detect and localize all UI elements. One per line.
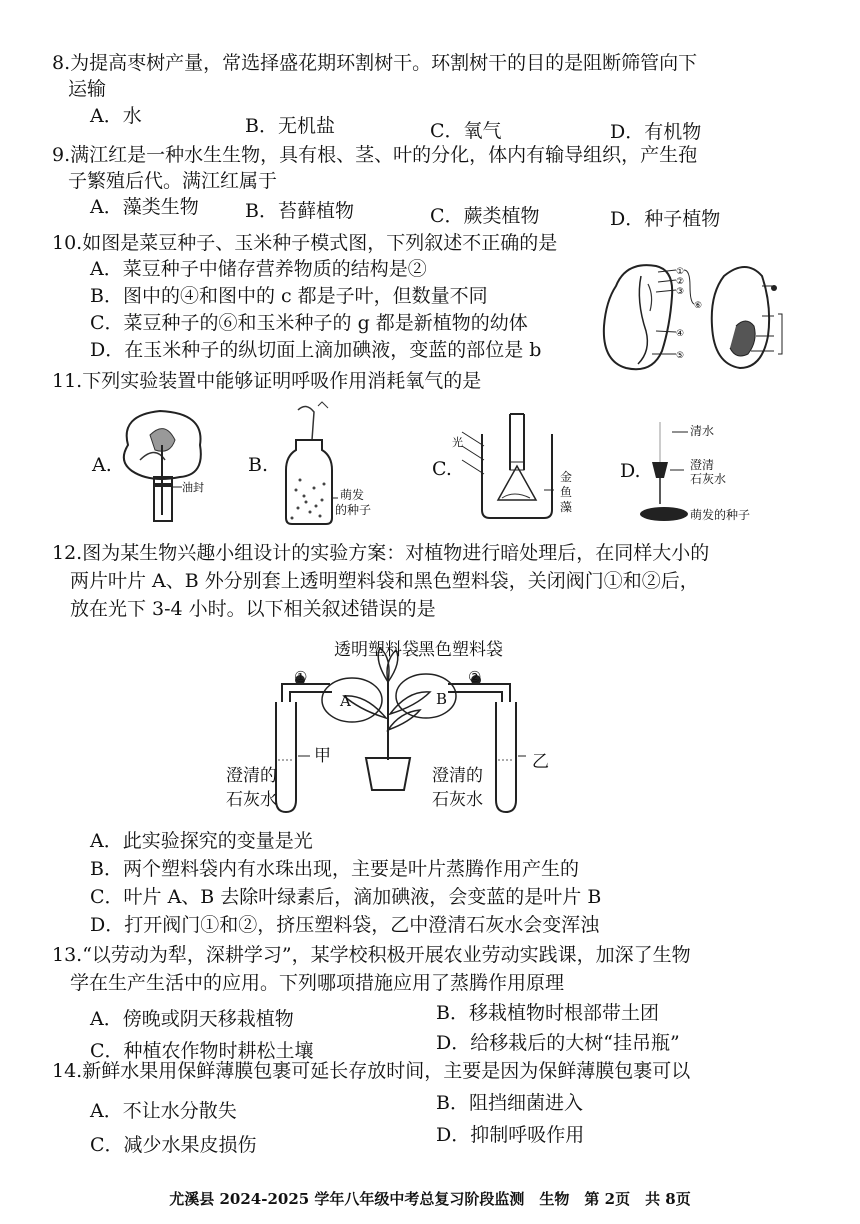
q12-tube-yi: 乙 (532, 752, 549, 772)
q13-option-d: D．给移栽后的大树“挂吊瓶” (436, 1032, 680, 1054)
q11-c-label-1: 金 (560, 470, 573, 484)
q12-option-c: C．叶片 A、B 去除叶绿素后，滴加碘液，会变蓝的是叶片 B (90, 886, 602, 908)
q14-option-b: B．阻挡细菌进入 (436, 1092, 583, 1114)
q13-stem-line2: 学在生产生活中的应用。下列哪项措施应用了蒸腾作用原理 (70, 972, 565, 994)
q13-stem-line1: 13.“以劳动为犁，深耕学习”，某学校积极开展农业劳动实践课，加深了生物 (52, 944, 691, 966)
q9-stem-line2: 子繁殖后代。满江红属于 (68, 170, 278, 192)
q10-option-a: A．菜豆种子中储存营养物质的结构是② (90, 258, 427, 280)
seed-label-6: ⑥ (694, 301, 703, 311)
q11-apparatus-c (448, 410, 568, 525)
q11-option-c: C. (432, 458, 452, 480)
q12-lime-left-2: 石灰水 (226, 790, 277, 810)
q11-d-water: 清水 (690, 424, 715, 438)
q12-label-black-bag: 黑色塑料袋 (418, 640, 503, 660)
q14-stem: 14.新鲜水果用保鲜薄膜包裹可延长存放时间，主要是因为保鲜薄膜包裹可以 (52, 1060, 691, 1082)
q11-a-label: 油封 (182, 481, 204, 494)
q9-option-b: B．苔藓植物 (245, 200, 354, 222)
q11-c-light: 光 (452, 436, 463, 449)
page-footer: 尤溪县 2024-2025 学年八年级中考总复习阶段监测 生物 第 2页 共 8页 (169, 1190, 691, 1208)
q11-apparatus-a (110, 405, 220, 530)
q12-option-b: B．两个塑料袋内有水珠出现，主要是叶片蒸腾作用产生的 (90, 858, 579, 880)
q9-option-c: C．蕨类植物 (430, 205, 540, 227)
q11-option-a: A. (92, 454, 112, 476)
q10-option-c: C．菜豆种子的⑥和玉米种子的 g 都是新植物的幼体 (90, 312, 528, 334)
q12-option-d: D．打开阀门①和②，挤压塑料袋，乙中澄清石灰水会变浑浊 (90, 914, 600, 936)
q11-d-lime-2: 石灰水 (690, 472, 727, 486)
q11-d-lime-1: 澄清 (690, 458, 715, 472)
q8-stem-line2: 运输 (68, 78, 107, 100)
seed-label-5: ⑤ (676, 351, 685, 361)
q12-leaf-b: B (436, 690, 448, 708)
q11-c-label-2: 鱼 (560, 485, 573, 499)
q14-option-a: A．不让水分散失 (90, 1100, 237, 1122)
q8-option-d: D．有机物 (610, 121, 702, 143)
q8-stem-line1: 8.为提高枣树产量，常选择盛花期环割树干。环割树干的目的是阻断筛管向下 (52, 52, 698, 74)
q14-option-c: C．减少水果皮损伤 (90, 1134, 257, 1156)
q14-option-d: D．抑制呼吸作用 (436, 1124, 585, 1146)
q12-leaf-a: A (340, 692, 351, 710)
q10-option-d: D．在玉米种子的纵切面上滴加碘液，变蓝的部位是 b (90, 339, 542, 361)
q11-option-d: D. (620, 460, 641, 482)
q8-option-c: C．氧气 (430, 120, 502, 142)
q12-lime-left-1: 澄清的 (226, 766, 277, 786)
q9-option-a: A．藻类生物 (90, 196, 199, 218)
q12-valve-2: ② (468, 668, 482, 686)
q11-stem: 11.下列实验装置中能够证明呼吸作用消耗氧气的是 (52, 370, 482, 392)
q10-option-b: B．图中的④和图中的 c 都是子叶，但数量不同 (90, 285, 488, 307)
q12-option-a: A．此实验探究的变量是光 (90, 830, 313, 852)
seed-label-4: ④ (676, 329, 685, 339)
q11-c-label-3: 藻 (560, 500, 573, 514)
q9-stem-line1: 9.满江红是一种水生生物，具有根、茎、叶的分化，体内有输导组织，产生孢 (52, 144, 698, 166)
seed-label-3: ③ (676, 287, 685, 297)
q9-option-d: D．种子植物 (610, 208, 721, 230)
q8-option-b: B．无机盐 (245, 115, 335, 137)
q12-lime-right-1: 澄清的 (432, 766, 483, 786)
q12-lime-right-2: 石灰水 (432, 790, 483, 810)
q12-valve-1: ① (294, 668, 308, 686)
q12-tube-jia: 甲 (314, 746, 331, 766)
q11-b-label-1: 萌发 (340, 488, 365, 502)
q12-stem-line1: 12.图为某生物兴趣小组设计的实验方案：对植物进行暗处理后，在同样大小的 (52, 542, 710, 564)
q10-stem: 10.如图是菜豆种子、玉米种子模式图，下列叙述不正确的是 (52, 232, 558, 254)
q12-label-clear-bag: 透明塑料袋 (334, 640, 419, 660)
seed-diagram (596, 256, 806, 376)
q12-stem-line3: 放在光下 3-4 小时。以下相关叙述错误的是 (70, 598, 436, 620)
q13-option-a: A．傍晚或阴天移栽植物 (90, 1008, 294, 1030)
q11-b-label-2: 的种子 (335, 503, 372, 517)
q11-option-b: B. (248, 454, 269, 476)
q13-option-c: C．种植农作物时耕松土壤 (90, 1040, 314, 1062)
q13-option-b: B．移栽植物时根部带土团 (436, 1002, 659, 1024)
seed-label-1: ① (676, 267, 685, 277)
q11-d-seed: 萌发的种子 (690, 508, 751, 522)
q12-stem-line2: 两片叶片 A、B 外分别套上透明塑料袋和黑色塑料袋，关闭阀门①和②后， (70, 570, 699, 592)
q8-option-a: A．水 (90, 105, 142, 127)
seed-label-2: ② (676, 277, 685, 287)
q12-experiment-diagram (270, 640, 570, 820)
